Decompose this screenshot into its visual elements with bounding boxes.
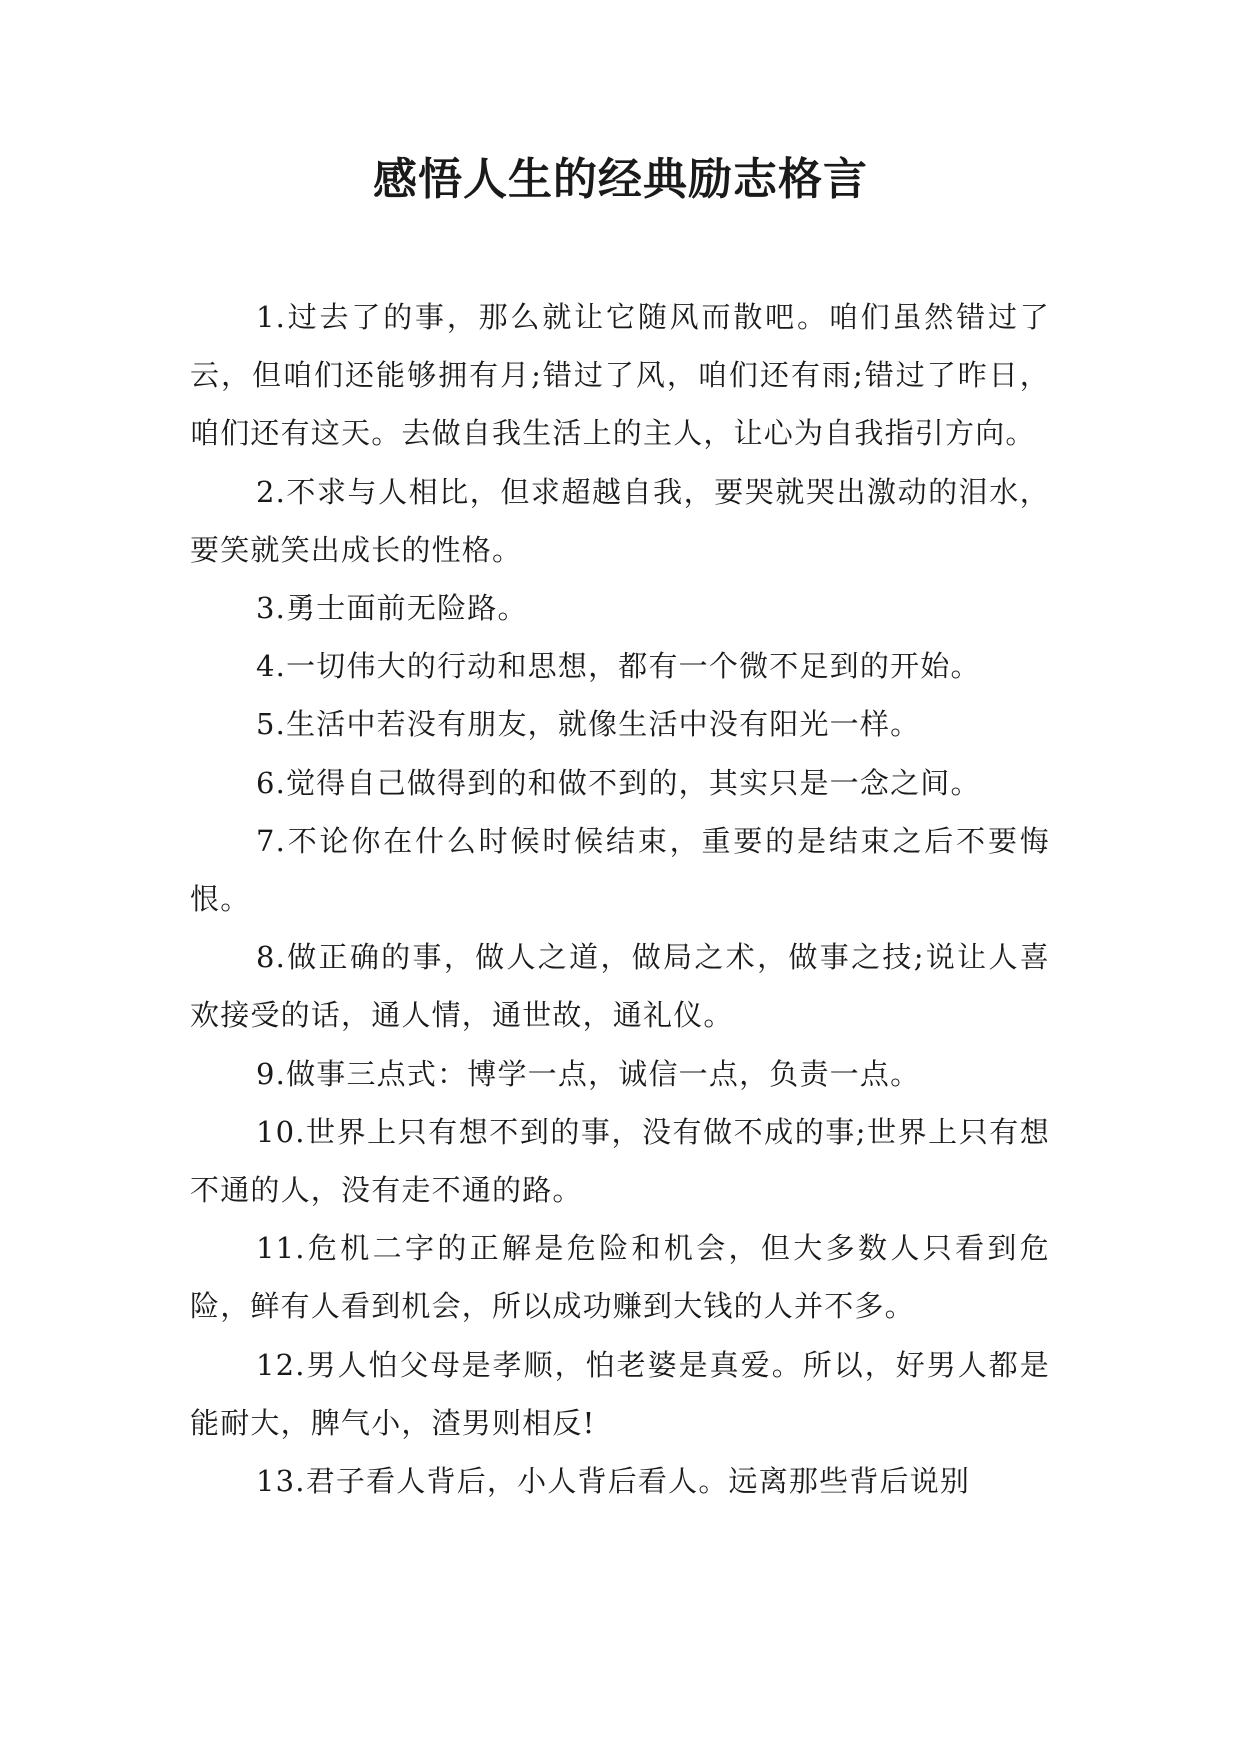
paragraph-2: 2.不求与人相比，但求超越自我，要哭就哭出激动的泪水，要笑就笑出成长的性格。 — [190, 474, 1050, 567]
document-body — [190, 288, 1050, 1510]
paragraph-13: 13.君子看人背后，小人背后看人。远离那些背后说别 — [256, 1464, 971, 1499]
paragraph-5: 5.生活中若没有朋友，就像生活中没有阳光一样。 — [256, 707, 921, 742]
paragraph-12: 12.男人怕父母是孝顺，怕老婆是真爱。所以，好男人都是能耐大，脾气小，渣男则相反! — [190, 1347, 1050, 1440]
paragraph-6: 6.觉得自己做得到的和做不到的，其实只是一念之间。 — [256, 765, 981, 800]
paragraph-10: 10.世界上只有想不到的事，没有做不成的事;世界上只有想不通的人，没有走不通的路。 — [190, 1114, 1050, 1208]
document-title: 感悟人生的经典励志格言 — [373, 154, 868, 205]
paragraph-9: 9.做事三点式：博学一点，诚信一点，负责一点。 — [256, 1056, 921, 1091]
paragraph-8: 8.做正确的事，做人之道，做局之术，做事之技;说让人喜欢接受的话，通人情，通世故，通礼仪。 — [190, 940, 1050, 1033]
paragraph-7: 7.不论你在什么时候时候结束，重要的是结束之后不要悔恨。 — [190, 823, 1050, 917]
paragraph-1: 1.过去了的事，那么就让它随风而散吧。咱们虽然错过了云，但咱们还能够拥有月;错过了风，咱们还有雨;错过了昨日，咱们还有这天。去做自我生活上的主人，让心为自我指引方向。 — [190, 300, 1050, 451]
paragraph-3: 3.勇士面前无险路。 — [256, 591, 528, 626]
paragraph-11: 11.危机二字的正解是危险和机会，但大多数人只看到危险，鲜有人看到机会，所以成功赚到大钱的人并不多。 — [190, 1231, 1050, 1324]
paragraph-4: 4.一切伟大的行动和思想，都有一个微不足到的开始。 — [256, 649, 981, 684]
